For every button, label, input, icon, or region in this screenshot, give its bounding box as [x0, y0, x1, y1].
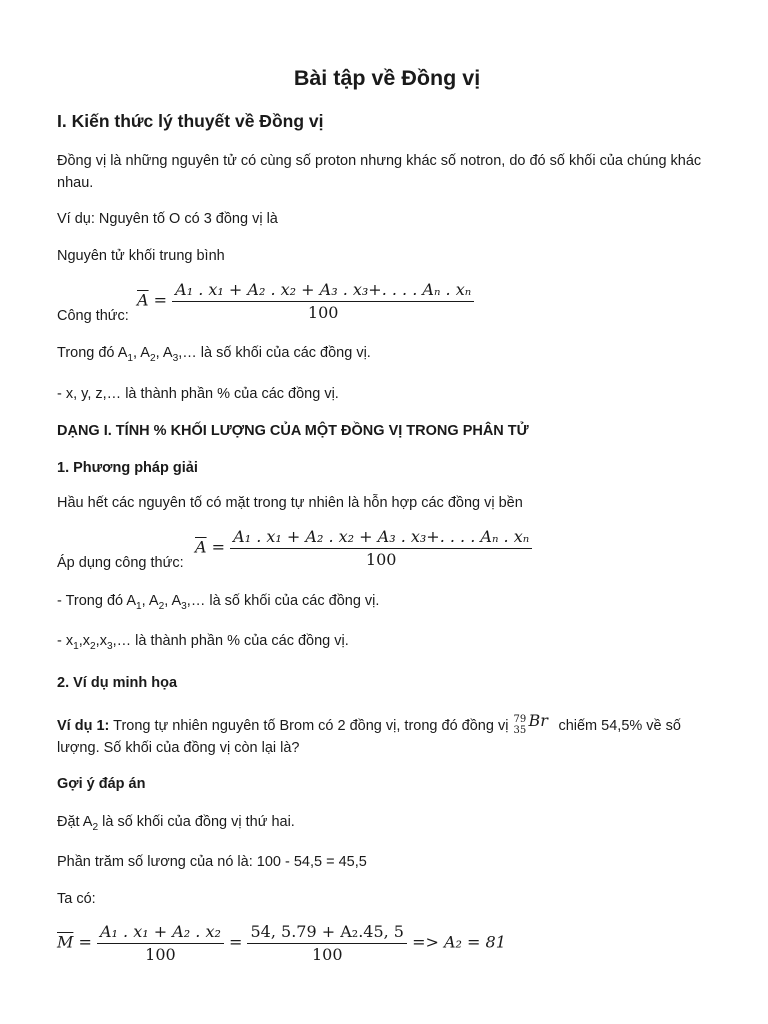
- definition-paragraph: Đồng vị là những nguyên tử có cùng số proton nhưng khác số notron, do đó số khối của chúng khác nhau.: [57, 153, 702, 191]
- apply-formula-denominator: 100: [365, 550, 397, 569]
- final-lhs: $\overline{M}$: [57, 932, 74, 952]
- xyz-paragraph: - x, y, z,… là thành phần % của các đồng vị.: [57, 386, 339, 402]
- average-mass-label: Nguyên tử khối trung bình: [57, 248, 225, 264]
- apply-x-paragraph: - $x_1,x_2,x_3,\dots$ là thành phần % của các đồng vị.: [57, 633, 349, 652]
- apply-where-paragraph: - Trong đó $A_1$, $A_2$, $A_3,\dots$ là số khối của các đồng vị.: [57, 593, 380, 612]
- formula-numerator: A₁ . x₁ + A₂ . x₂ + A₃ . x₃+. . . . Aₙ . xₙ: [172, 280, 474, 302]
- section-heading-theory: I. Kiến thức lý thuyết về Đồng vị: [57, 111, 324, 131]
- final-result: => A₂ = 81: [412, 932, 506, 952]
- apply-formula: $\overline{A}$ = $\frac{\text{A₁ . x₁ + A₂ . x₂ + A₃ . x₃+. . . . Aₙ . xₙ}}{100}$: [195, 527, 532, 569]
- example1-paragraph: Ví dụ 1: Trong tự nhiên nguyên tố Brom có 2 đồng vị, trong đó đồng vị 79 35 Br chiếm 54,5% về số lượng. Số khối của đồng vị còn lại là?: [57, 711, 681, 756]
- hint-heading: Gợi ý đáp án: [57, 776, 146, 792]
- apply-formula-numerator: A₁ . x₁ + A₂ . x₂ + A₃ . x₃+. . . . Aₙ . xₙ: [230, 527, 532, 549]
- hint-line-1: Đặt $A_2$ là số khối của đồng vị thứ hai.: [57, 814, 295, 833]
- formula-lhs: $\overline{A}$: [137, 290, 149, 310]
- formula-label: Công thức:: [57, 308, 129, 324]
- formula-denominator: 100: [307, 303, 339, 322]
- apply-label: Áp dụng công thức:: [57, 555, 184, 571]
- dang1-heading: DẠNG I. TÍNH % KHỐI LƯỢNG CỦA MỘT ĐỒNG VỊ TRONG PHÂN TỬ: [57, 423, 529, 439]
- final-frac2-denominator: 100: [311, 945, 343, 964]
- apply-formula-lhs: $\overline{A}$: [195, 537, 207, 557]
- hint-line-3: Ta có:: [57, 891, 96, 907]
- final-frac1-denominator: 100: [145, 945, 176, 964]
- method-heading: 1. Phương pháp giải: [57, 460, 198, 476]
- hint-line-2: Phần trăm số lương của nó là: 100 - 54,5 = 45,5: [57, 854, 367, 870]
- bromine-isotope-notation: 79 35 Br: [513, 711, 548, 736]
- example-paragraph: Ví dụ: Nguyên tố O có 3 đồng vị là: [57, 211, 278, 227]
- final-frac1-numerator: A₁ . x₁ + A₂ . x₂: [97, 922, 224, 944]
- method-paragraph: Hầu hết các nguyên tố có mặt trong tự nhiên là hỗn hợp các đồng vị bền: [57, 495, 523, 511]
- example-heading: 2. Ví dụ minh họa: [57, 675, 178, 691]
- page-title: Bài tập về Đồng vị: [293, 66, 481, 90]
- average-mass-formula: $\overline{A}$ = $\frac{\text{A₁ . x₁ + A₂ . x₂ + A₃ . x₃+. . . . Aₙ . xₙ}}{100}$: [137, 280, 474, 322]
- where-paragraph: Trong đó $A_1$, $A_2$, $A_3,\dots$ là số khối của các đồng vị.: [57, 345, 371, 364]
- final-equation: $\overline{M}$ = $\frac{\text{A₁ . x₁ + A₂ . x₂}}{100}$ = $\frac{\text{54, 5.79 + A₂.45, 5}}{100}$ => A₂ = 81: [57, 922, 506, 964]
- final-frac2-numerator: 54, 5.79 + A₂.45, 5: [247, 922, 407, 944]
